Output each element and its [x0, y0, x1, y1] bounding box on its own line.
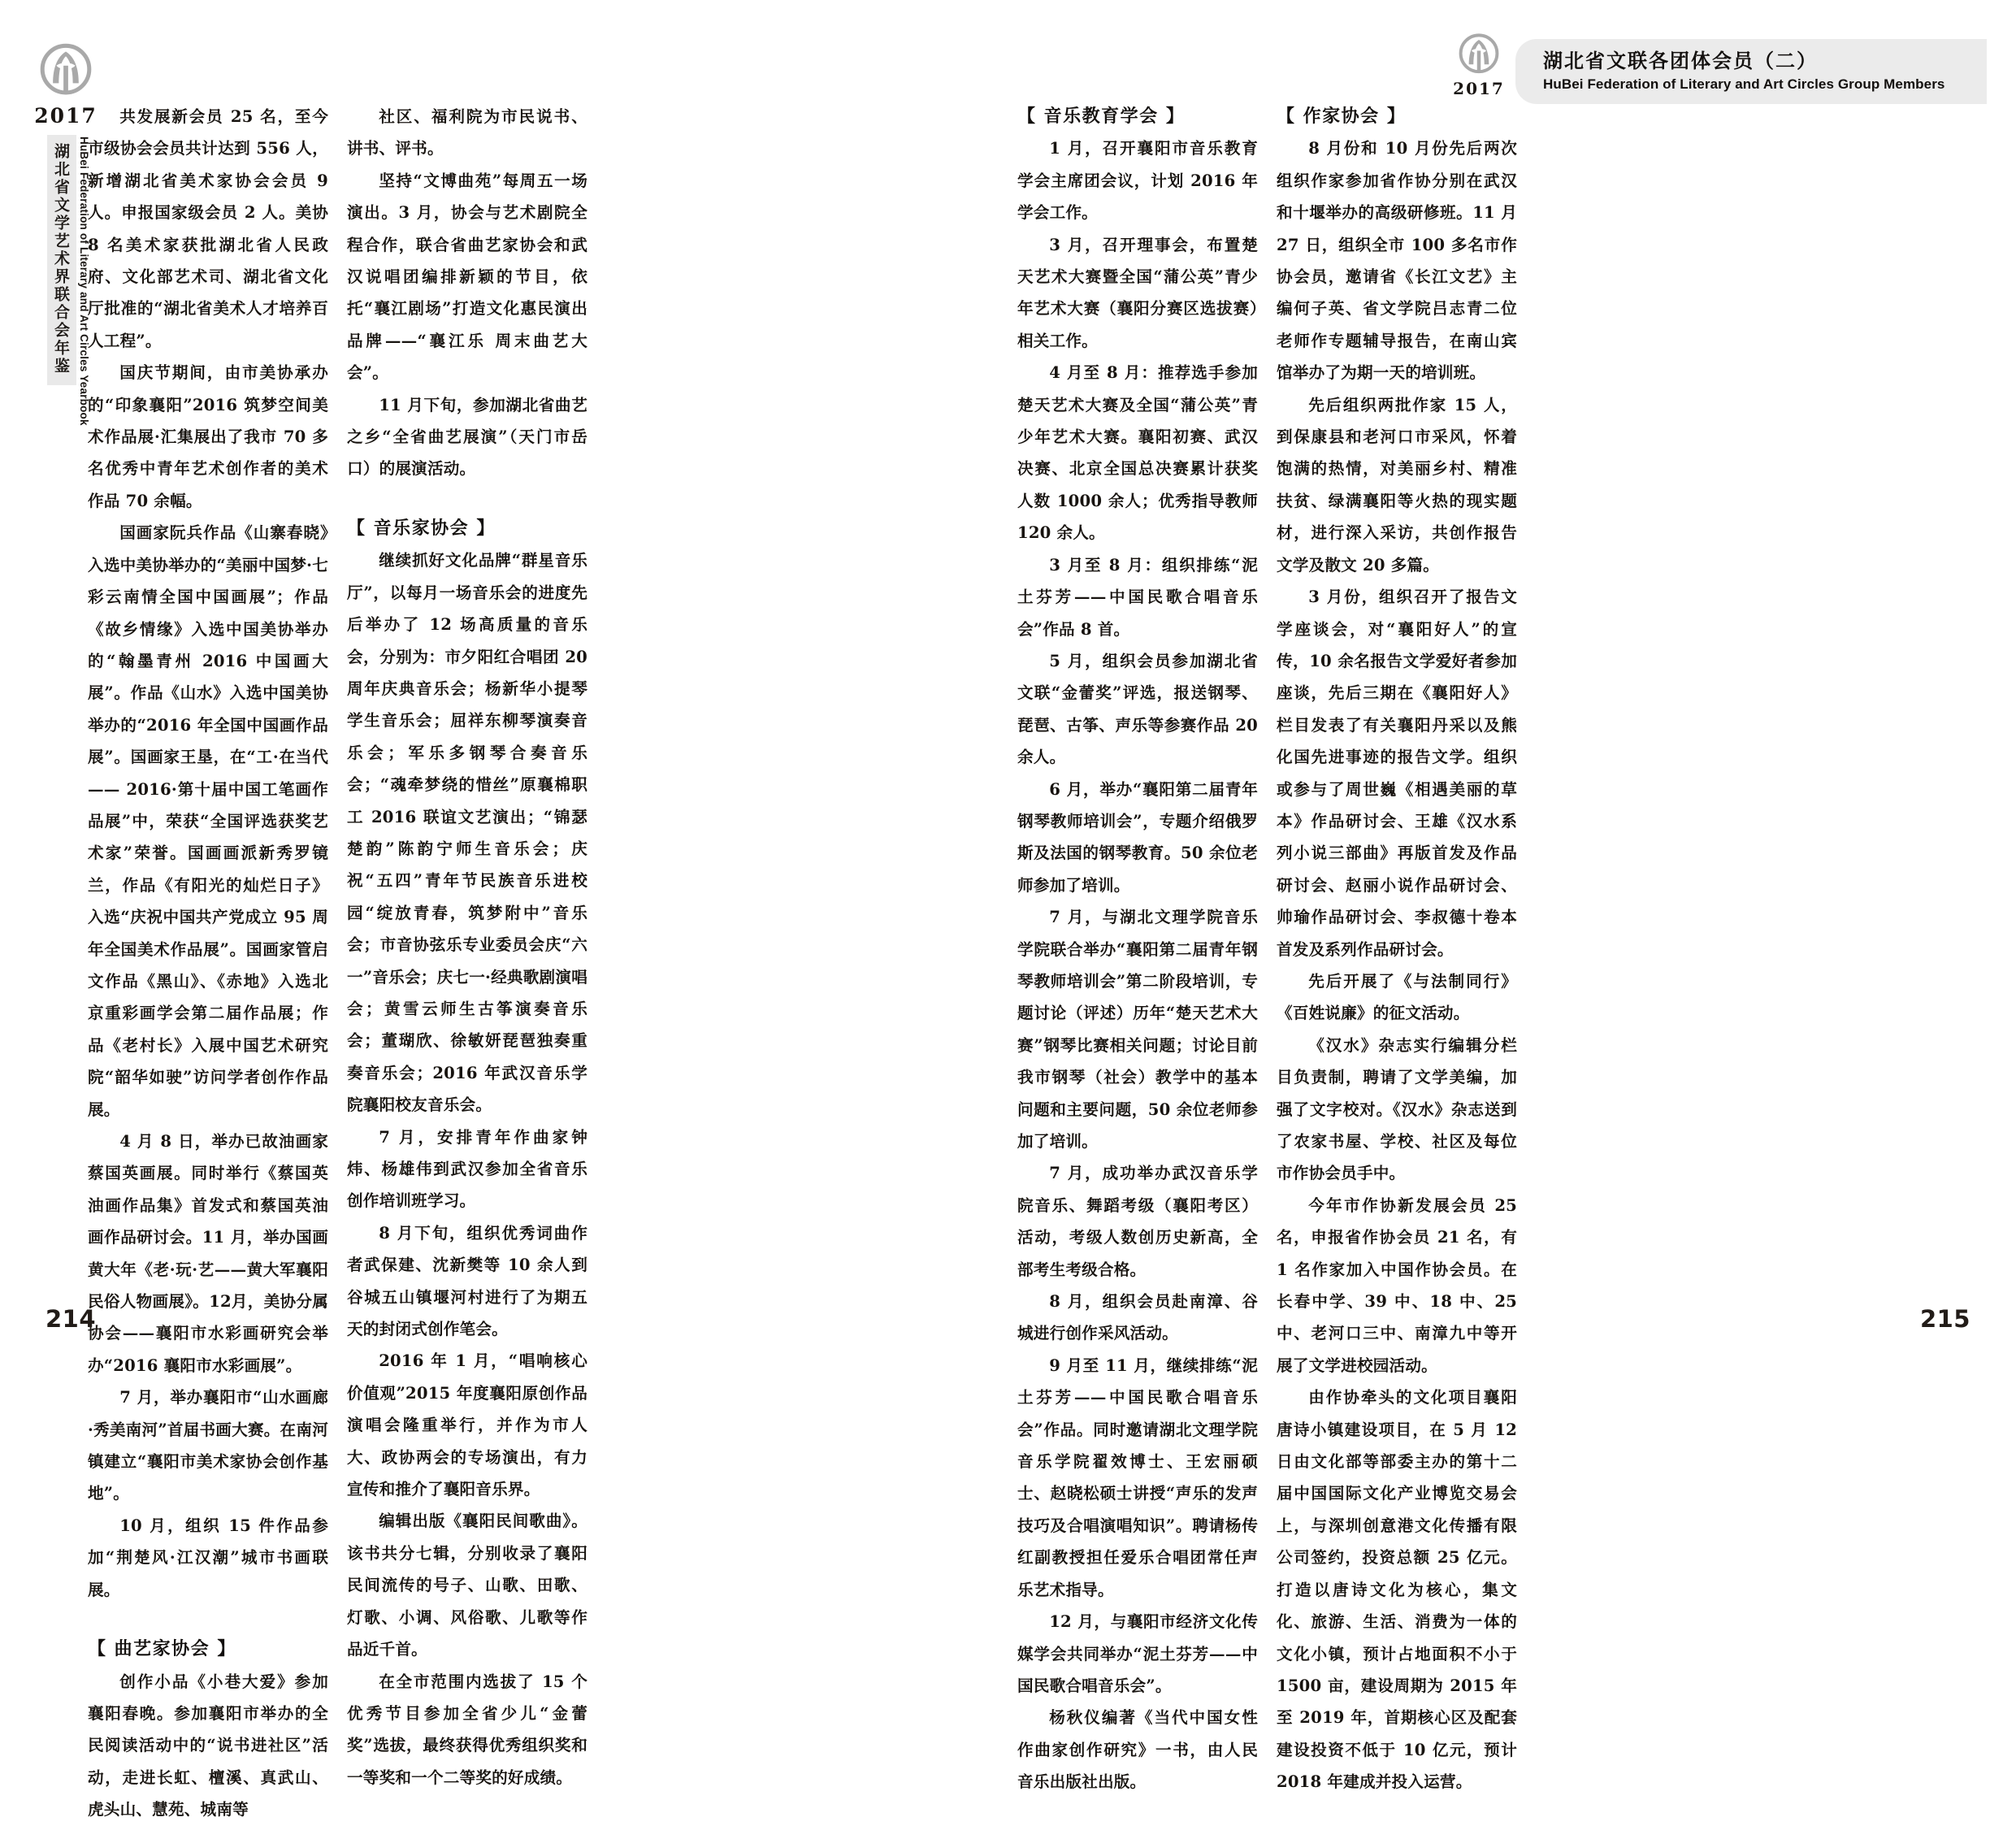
body-paragraph: 杨秋仪编著《当代中国女性作曲家创作研究》一书，由人民音乐出版社出版。 — [1017, 1708, 1258, 1792]
section-heading: 【 作家协会 】 — [1277, 106, 1407, 127]
body-paragraph: 4 月 8 日，举办已故油画家蔡国英画展。同时举行《蔡国英油画作品集》首发式和蔡国英油画作品研讨会。11 月，举办国画黄大年《老·玩·艺——黄大军襄阳民俗人物画展》。12月，美协分属协会——襄阳市水彩画研究会举办“2016 襄阳市水彩画展”。 — [88, 1132, 328, 1375]
body-paragraph: 共发展新会员 25 名，至今市级协会会员共计达到 556 人，新增湖北省美术家协会会员 9 人。申报国家级会员 2 人。美协 8 名美术家获批湖北省人民政府、文化部艺术司、湖北省文化厅批准的“湖北省美术人才培养百人工程”。 — [88, 107, 328, 350]
column-2 — [347, 101, 587, 1826]
body-paragraph: 7 月，举办襄阳市“山水画廊·秀美南河”首届书画大赛。在南河镇建立“襄阳市美术家协会创作基地”。 — [88, 1388, 328, 1503]
page-left — [0, 0, 1008, 1819]
sidebar-title-cn: 湖北省文学艺术界联合会年鉴 — [47, 135, 76, 385]
body-paragraph: 先后开展了《与法制同行》《百姓说廉》的征文活动。 — [1277, 971, 1517, 1023]
header-title-cn: 湖北省文联各团体会员（二） — [1543, 49, 1818, 72]
header-logo-year: 2017 — [1453, 79, 1505, 98]
body-paragraph: 7 月，成功举办武汉音乐学院音乐、舞蹈考级（襄阳考区）活动，考级人数创历史新高，全部考生考级合格。 — [1017, 1164, 1258, 1279]
body-paragraph: 继续抓好文化品牌“群星音乐厅”，以每月一场音乐会的进度先后举办了 12 场高质量的音乐会，分别为：市夕阳红合唱团 20 周年庆典音乐会；杨新华小提琴学生音乐会；屈祥东柳琴演奏音乐会；军乐多钢琴合奏音乐会；“魂牵梦绕的惜丝”原襄棉职工 2016 联谊文艺演出；“锦瑟楚韵”陈韵宁师生音乐会；庆祝“五四”青年节民族音乐进校园“绽放青春，筑梦附中”音乐会；市音协弦乐专业委员会庆“六一”音乐会；庆七一·经典歌剧演唱会；黄雪云师生古筝演奏音乐会；董瑚欣、徐敏妍琵琶独奏重奏音乐会；2016 年武汉音乐学院襄阳校友音乐会。 — [347, 551, 587, 1115]
body-paragraph: 7 月，与湖北文理学院音乐学院联合举办“襄阳第二届青年钢琴教师培训会”第二阶段培训，专题讨论（评述）历年“楚天艺术大赛”钢琴比赛相关问题；讨论目前我市钢琴（社会）教学中的基本问题和主要问题，50 余位老师参加了培训。 — [1017, 908, 1258, 1151]
body-paragraph: 由作协牵头的文化项目襄阳唐诗小镇建设项目，在 5 月 12 日由文化部等部委主办的第十二届中国国际文化产业博览交易会上，与深圳创意港文化传播有限公司签约，投资总额 25 亿元。打造以唐诗文化为核心，集文化、旅游、生活、消费为一体的文化小镇，预计占地面积不小于 1500 亩，建设周期为 2015 年至 2019 年，首期核心区及配套建设投资不低于 10 亿元，预计 2018 年建成并投入运营。 — [1277, 1388, 1517, 1792]
body-paragraph: 2016 年 1 月，“唱响核心价值观”2015 年度襄阳原创作品演唱会隆重举行，并作为市人大、政协两会的专场演出，有力宣传和推介了襄阳音乐界。 — [347, 1351, 587, 1499]
body-paragraph: 3 月份，组织召开了报告文学座谈会，对“襄阳好人”的宣传，10 余名报告文学爱好者参加座谈，先后三期在《襄阳好人》栏目发表了有关襄阳丹采以及熊化国先进事迹的报告文学。组织或参与了周世巍《相遇美丽的草本》作品研讨会、王雄《汉水系列小说三部曲》再版首发及作品研讨会、赵丽小说作品研讨会、帅瑜作品研讨会、李叔德十卷本首发及系列作品研讨会。 — [1277, 588, 1517, 959]
body-paragraph: 编辑出版《襄阳民间歌曲》。该书共分七辑，分别收录了襄阳民间流传的号子、山歌、田歌、灯歌、小调、风俗歌、儿歌等作品近千首。 — [347, 1512, 587, 1659]
section-heading: 【 曲艺家协会 】 — [88, 1639, 236, 1660]
sidebar-title-en: HuBei Federation of Literary and Art Circles Yearbook — [78, 137, 90, 426]
body-paragraph: 4 月至 8 月：推荐选手参加楚天艺术大赛及全国“蒲公英”青少年艺术大赛。襄阳初赛、武汉决赛、北京全国总决赛累计获奖人数 1000 余人；优秀指导教师 120 余人。 — [1017, 363, 1258, 543]
body-paragraph: 8 月，组织会员赴南漳、谷城进行创作采风活动。 — [1017, 1292, 1258, 1343]
body-paragraph: 12 月，与襄阳市经济文化传媒学会共同举办“泥土芬芳——中国民歌合唱音乐会”。 — [1017, 1612, 1258, 1695]
body-paragraph: 7 月，安排青年作曲家钟炜、杨雄伟到武汉参加全省音乐创作培训班学习。 — [347, 1127, 587, 1211]
body-paragraph: 3 月，召开理事会，布置楚天艺术大赛暨全国“蒲公英”青少年艺术大赛（襄阳分赛区选拔赛）相关工作。 — [1017, 235, 1258, 350]
body-paragraph: 9 月至 11 月，继续排练“泥土芬芳——中国民歌合唱音乐会”作品。同时邀请湖北文理学院音乐学院翟效博士、王宏丽硕士、赵晓松硕士讲授“声乐的发声技巧及合唱演唱知识”。聘请杨传红副教授担任爱乐合唱团常任声乐艺术指导。 — [1017, 1355, 1258, 1599]
body-paragraph: 10 月，组织 15 件作品参加“荆楚风·江汉潮”城市书画联展。 — [88, 1516, 328, 1599]
page-number-right: 215 — [1919, 1305, 1970, 1333]
header-title-band — [1515, 39, 1987, 104]
sidebar-title-strip — [33, 135, 93, 476]
body-paragraph: 国庆节期间，由市美协承办的“印象襄阳”2016 筑梦空间美术作品展·汇集展出了我市 70 多名优秀中青年艺术创作者的美术作品 70 余幅。 — [88, 363, 328, 510]
page-right — [1008, 0, 2016, 1792]
right-page-columns — [1017, 101, 1517, 1798]
header-logo — [1447, 33, 1511, 98]
body-paragraph: 先后组织两批作家 15 人，到保康县和老河口市采风，怀着饱满的热情，对美丽乡村、精准扶贫、绿满襄阳等火热的现实题材，进行深入采访，共创作报告文学及散文 20 多篇。 — [1277, 395, 1517, 575]
column-1 — [88, 101, 328, 1826]
body-paragraph: 坚持“文博曲苑”每周五一场演出。3 月，协会与艺术剧院全程合作，联合省曲艺家协会和武汉说唱团编排新颖的节目，依托“襄江剧场”打造文化惠民演出品牌——“襄江乐 周末曲艺大会”。 — [347, 171, 587, 383]
body-paragraph: 社区、福利院为市民说书、讲书、评书。 — [347, 107, 587, 158]
column-4 — [1277, 101, 1517, 1798]
section-heading: 【 音乐家协会 】 — [347, 518, 496, 539]
federation-logo-icon — [37, 42, 95, 101]
federation-logo-icon — [1456, 33, 1502, 78]
section-heading: 【 音乐教育学会 】 — [1017, 106, 1186, 127]
page-number-left: 214 — [46, 1305, 97, 1333]
body-paragraph: 5 月，组织会员参加湖北省文联“金蕾奖”评选，报送钢琴、琵琶、古筝、声乐等参赛作品 20 余人。 — [1017, 651, 1258, 767]
body-paragraph: 国画家阮兵作品《山寨春晓》入选中美协举办的“美丽中国梦·七彩云南情全国中国画展”；作品《故乡情缘》入选中国美协举办的“翰墨青州 2016 中国画大展”。作品《山水》入选中国美协举办的“2016 年全国中国画作品展”。国画家王垦，在“工·在当代 —— 2016·第十届中国工笔画作品展”中，荣获“全国评选获奖艺术家”荣誉。国画画派新秀罗镜兰，作品《有阳光的灿烂日子》入选“庆祝中国共产党成立 95 周年全国美术作品展”。国画家管启文作品《黑山》、《赤地》入选北京重彩画学会第二届作品展；作品《老村长》入展中国艺术研究院“韶华如驶”访问学者创作作品展。 — [88, 523, 328, 1119]
body-paragraph: 创作小品《小巷大爱》参加襄阳春晚。参加襄阳市举办的全民阅读活动中的“说书进社区”活动，走进长虹、檀溪、真武山、虎头山、慧苑、城南等 — [88, 1672, 328, 1819]
header-title-en: HuBei Federation of Literary and Art Circles Group Members — [1543, 76, 1945, 92]
body-paragraph: 6 月，举办“襄阳第二届青年钢琴教师培训会”，专题介绍俄罗斯及法国的钢琴教育。50 余位老师参加了培训。 — [1017, 779, 1258, 895]
body-paragraph: 《汉水》杂志实行编辑分栏目负责制，聘请了文学美编，加强了文字校对。《汉水》杂志送到了农家书屋、学校、社区及每位市作协会员手中。 — [1277, 1035, 1517, 1183]
body-paragraph: 1 月，召开襄阳市音乐教育学会主席团会议，计划 2016 年学会工作。 — [1017, 139, 1258, 223]
body-paragraph: 在全市范围内选拔了 15 个优秀节目参加全省少儿“金蕾奖”选拔，最终获得优秀组织奖和一等奖和一个二等奖的好成绩。 — [347, 1672, 587, 1787]
body-paragraph: 3 月至 8 月：组织排练“泥土芬芳——中国民歌合唱音乐会”作品 8 首。 — [1017, 555, 1258, 639]
body-paragraph: 8 月下旬，组织优秀词曲作者武保建、沈新樊等 10 余人到谷城五山镇堰河村进行了为期五天的封闭式创作笔会。 — [347, 1223, 587, 1339]
logo-year: 2017 — [34, 104, 98, 128]
body-paragraph: 8 月份和 10 月份先后两次组织作家参加省作协分别在武汉和十堰举办的高级研修班。11 月 27 日，组织全市 100 多名市作协会员，邀请省《长江文艺》主编何子英、省文学院吕志青二位老师作专题辅导报告，在南山宾馆举办了为期一天的培训班。 — [1277, 139, 1517, 383]
left-page-columns — [88, 101, 587, 1826]
body-paragraph: 今年市作协新发展会员 25 名，申报省作协会员 21 名，有 1 名作家加入中国作协会员。在长春中学、39 中、18 中、25 中、老河口三中、南漳九中等开展了文学进校园活动。 — [1277, 1195, 1517, 1375]
body-paragraph: 11 月下旬，参加湖北省曲艺之乡“全省曲艺展演”（天门市岳口）的展演活动。 — [347, 395, 587, 479]
column-3 — [1017, 101, 1258, 1798]
page-header — [1447, 33, 1987, 104]
